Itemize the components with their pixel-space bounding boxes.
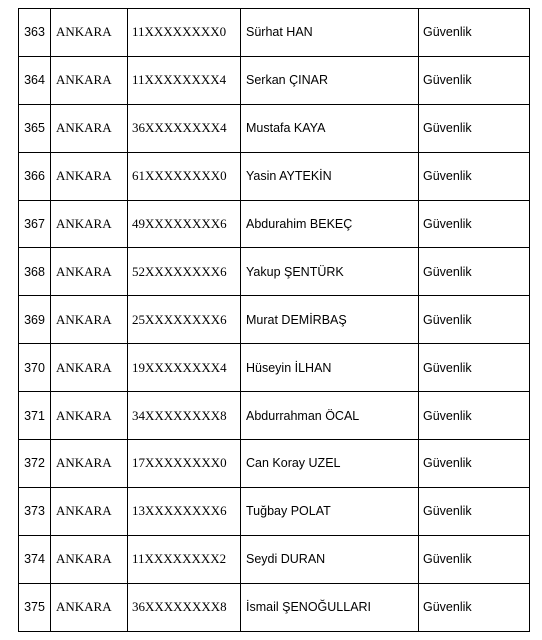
city-cell: ANKARA [51, 487, 128, 535]
table-row [19, 392, 530, 440]
row-number-cell: 374 [19, 535, 51, 583]
full-name-cell: Serkan ÇINAR [241, 56, 419, 104]
city-cell: ANKARA [51, 104, 128, 152]
table-row [19, 152, 530, 200]
id-number-cell: 49XXXXXXXX6 [128, 200, 241, 248]
row-number-cell: 370 [19, 344, 51, 392]
full-name-cell: Abdurrahman ÖCAL [241, 392, 419, 440]
position-cell: Güvenlik [419, 9, 530, 57]
full-name-cell: Hüseyin İLHAN [241, 344, 419, 392]
city-cell: ANKARA [51, 440, 128, 488]
city-cell: ANKARA [51, 56, 128, 104]
id-number-cell: 19XXXXXXXX4 [128, 344, 241, 392]
table-row [19, 56, 530, 104]
row-number-cell: 369 [19, 296, 51, 344]
personnel-table [18, 8, 530, 632]
row-number-cell: 371 [19, 392, 51, 440]
city-cell: ANKARA [51, 344, 128, 392]
full-name-cell: İsmail ŞENOĞULLARI [241, 583, 419, 631]
id-number-cell: 34XXXXXXXX8 [128, 392, 241, 440]
row-number-cell: 368 [19, 248, 51, 296]
id-number-cell: 17XXXXXXXX0 [128, 440, 241, 488]
full-name-cell: Tuğbay POLAT [241, 487, 419, 535]
id-number-cell: 36XXXXXXXX4 [128, 104, 241, 152]
id-number-cell: 11XXXXXXXX0 [128, 9, 241, 57]
table-row [19, 296, 530, 344]
id-number-cell: 13XXXXXXXX6 [128, 487, 241, 535]
city-cell: ANKARA [51, 248, 128, 296]
row-number-cell: 372 [19, 440, 51, 488]
full-name-cell: Can Koray UZEL [241, 440, 419, 488]
id-number-cell: 25XXXXXXXX6 [128, 296, 241, 344]
position-cell: Güvenlik [419, 248, 530, 296]
full-name-cell: Mustafa KAYA [241, 104, 419, 152]
table-row [19, 200, 530, 248]
row-number-cell: 366 [19, 152, 51, 200]
city-cell: ANKARA [51, 535, 128, 583]
position-cell: Güvenlik [419, 583, 530, 631]
table-row [19, 344, 530, 392]
position-cell: Güvenlik [419, 104, 530, 152]
row-number-cell: 373 [19, 487, 51, 535]
table-row [19, 487, 530, 535]
city-cell: ANKARA [51, 392, 128, 440]
full-name-cell: Murat DEMİRBAŞ [241, 296, 419, 344]
row-number-cell: 375 [19, 583, 51, 631]
city-cell: ANKARA [51, 296, 128, 344]
city-cell: ANKARA [51, 583, 128, 631]
full-name-cell: Seydi DURAN [241, 535, 419, 583]
full-name-cell: Yasin AYTEKİN [241, 152, 419, 200]
position-cell: Güvenlik [419, 56, 530, 104]
position-cell: Güvenlik [419, 200, 530, 248]
position-cell: Güvenlik [419, 344, 530, 392]
id-number-cell: 61XXXXXXXX0 [128, 152, 241, 200]
id-number-cell: 52XXXXXXXX6 [128, 248, 241, 296]
position-cell: Güvenlik [419, 152, 530, 200]
id-number-cell: 36XXXXXXXX8 [128, 583, 241, 631]
city-cell: ANKARA [51, 9, 128, 57]
table-body [19, 9, 530, 632]
position-cell: Güvenlik [419, 487, 530, 535]
table-row [19, 248, 530, 296]
row-number-cell: 365 [19, 104, 51, 152]
table-row [19, 583, 530, 631]
row-number-cell: 363 [19, 9, 51, 57]
row-number-cell: 367 [19, 200, 51, 248]
full-name-cell: Abdurahim BEKEÇ [241, 200, 419, 248]
city-cell: ANKARA [51, 200, 128, 248]
id-number-cell: 11XXXXXXXX2 [128, 535, 241, 583]
row-number-cell: 364 [19, 56, 51, 104]
city-cell: ANKARA [51, 152, 128, 200]
full-name-cell: Sürhat HAN [241, 9, 419, 57]
position-cell: Güvenlik [419, 392, 530, 440]
full-name-cell: Yakup ŞENTÜRK [241, 248, 419, 296]
position-cell: Güvenlik [419, 535, 530, 583]
table-row [19, 535, 530, 583]
position-cell: Güvenlik [419, 296, 530, 344]
table-row [19, 9, 530, 57]
table-row [19, 104, 530, 152]
id-number-cell: 11XXXXXXXX4 [128, 56, 241, 104]
table-row [19, 440, 530, 488]
position-cell: Güvenlik [419, 440, 530, 488]
document-page [18, 8, 530, 632]
